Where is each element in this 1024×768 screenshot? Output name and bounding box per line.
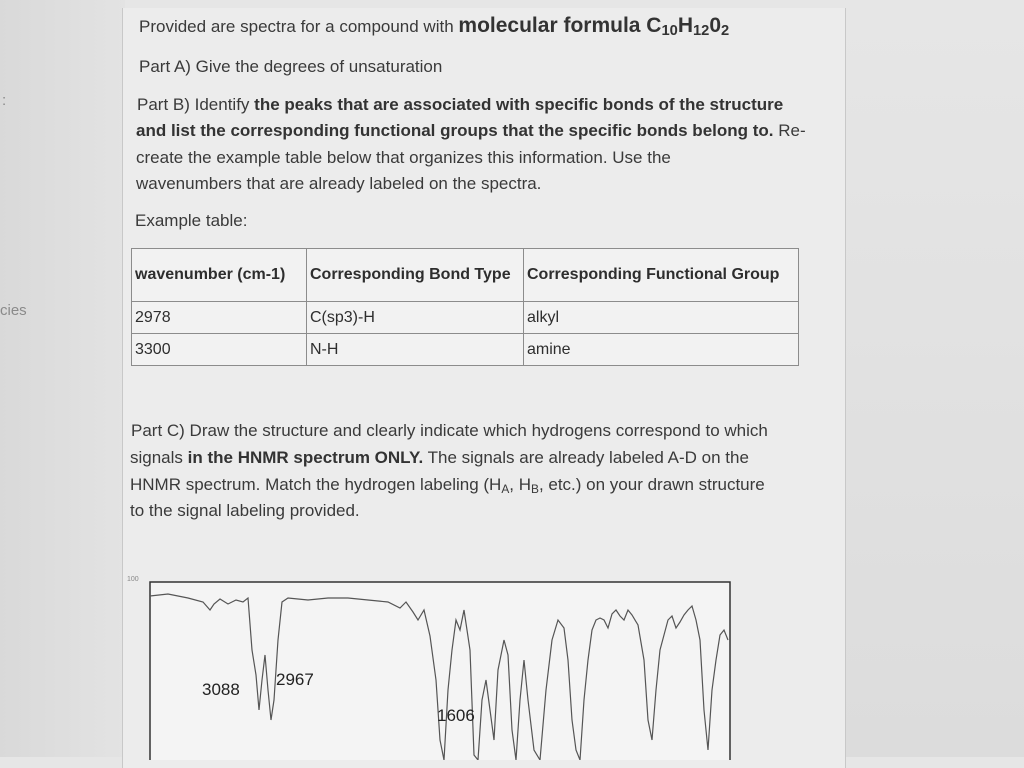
intro-text: Provided are spectra for a compound with bbox=[139, 17, 454, 36]
part-b-bold1: the peaks that are associated with specific bonds of the structure bbox=[254, 95, 784, 114]
part-b-bold2: and list the corresponding functional groups that the specific bonds belong to. bbox=[136, 121, 774, 140]
sidebar-fragment: cies bbox=[0, 302, 27, 319]
example-table-label: Example table: bbox=[135, 211, 248, 230]
formula-label: molecular formula C bbox=[458, 14, 662, 37]
peak-label-1606: 1606 bbox=[437, 706, 475, 725]
formula-o: 0 bbox=[709, 14, 722, 37]
table-header: Corresponding Functional Group bbox=[524, 249, 799, 302]
table-cell: alkyl bbox=[524, 302, 799, 334]
question-intro bbox=[139, 13, 729, 44]
table-row bbox=[132, 302, 799, 334]
table-row bbox=[132, 334, 799, 366]
part-c-line3-pre: HNMR spectrum. Match the hydrogen labeling (H bbox=[130, 475, 502, 494]
part-c-line3-post: , etc.) on your drawn structure bbox=[538, 475, 765, 494]
part-b-tail: Re- bbox=[778, 121, 806, 140]
left-sidebar-strip bbox=[0, 0, 125, 757]
part-c-line1: Part C) Draw the structure and clearly indicate which hydrogens correspond to which bbox=[131, 421, 768, 440]
h-sub-a: A bbox=[501, 482, 510, 496]
part-c-bold: in the HNMR spectrum ONLY. bbox=[187, 448, 424, 467]
part-c-line4: to the signal labeling provided. bbox=[130, 501, 360, 520]
part-b-prefix: Part B) Identify bbox=[137, 95, 250, 114]
formula-h: H bbox=[677, 14, 693, 37]
table-cell: C(sp3)-H bbox=[307, 302, 524, 334]
part-c-line2 bbox=[130, 445, 749, 471]
part-c-mid: , H bbox=[509, 475, 531, 494]
part-b-line4: wavenumbers that are already labeled on the spectra. bbox=[136, 174, 542, 193]
formula-c-count: 10 bbox=[661, 23, 678, 39]
part-a: Part A) Give the degrees of unsaturation bbox=[139, 57, 443, 76]
table-header: Corresponding Bond Type bbox=[307, 249, 524, 302]
formula-h-count: 12 bbox=[692, 23, 710, 39]
part-c-pre: signals bbox=[130, 448, 183, 467]
part-b-line2 bbox=[136, 118, 806, 144]
example-table bbox=[131, 248, 799, 366]
table-header-row bbox=[132, 249, 799, 302]
ir-spectrum bbox=[148, 580, 732, 760]
peak-label-3088: 3088 bbox=[202, 680, 240, 699]
h-sub-b: B bbox=[531, 482, 539, 496]
table-cell: amine bbox=[524, 334, 799, 366]
peak-label-2967: 2967 bbox=[276, 670, 314, 689]
table-header: wavenumber (cm-1) bbox=[132, 249, 307, 302]
table-cell: N-H bbox=[307, 334, 524, 366]
sidebar-fragment: : bbox=[2, 92, 7, 109]
molecular-formula bbox=[458, 14, 729, 37]
part-c-post: The signals are already labeled A-D on the bbox=[427, 448, 749, 467]
spectrum-axis-label: 100 bbox=[127, 576, 139, 583]
table-cell: 2978 bbox=[132, 302, 307, 334]
table-cell: 3300 bbox=[132, 334, 307, 366]
part-b-line1 bbox=[137, 92, 783, 118]
formula-o-count: 2 bbox=[721, 23, 730, 39]
part-b-line3: create the example table below that organizes this information. Use the bbox=[136, 148, 671, 167]
